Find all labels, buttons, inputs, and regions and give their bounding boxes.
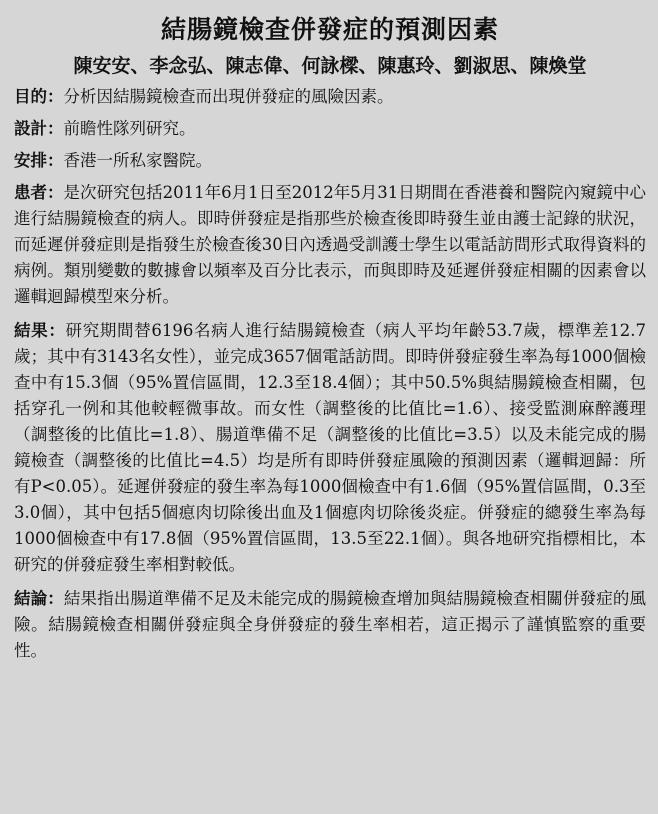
abstract-title: 結腸鏡檢查併發症的預測因素 — [160, 15, 499, 44]
section-design — [14, 116, 646, 142]
section-results — [14, 318, 646, 578]
section-text: 結果指出腸道準備不足及未能完成的腸鏡檢查增加與結腸鏡檢查相關併發症的風險。結腸鏡檢查相關併發症與全身併發症的發生率相若，這正揭示了謹慎監察的重要性。 — [14, 589, 647, 660]
section-label: 設計： — [14, 119, 64, 138]
section-objective — [14, 84, 646, 110]
section-label: 安排： — [14, 151, 64, 170]
author-list: 陳安安、李念弘、陳志偉、何詠樑、陳惠玲、劉淑思、陳煥堂 — [73, 55, 587, 77]
section-text: 分析因結腸鏡檢查而出現併發症的風險因素。 — [63, 87, 394, 106]
section-text: 香港一所私家醫院。 — [63, 151, 212, 170]
section-label: 目的： — [14, 87, 64, 106]
section-text: 前瞻性隊列研究。 — [63, 119, 196, 138]
section-conclusion — [14, 586, 646, 664]
section-patients — [14, 180, 646, 310]
section-label: 結果： — [14, 321, 66, 340]
section-text: 是次研究包括2011年6月1日至2012年5月31日期間在香港養和醫院內窺鏡中心進行結腸鏡檢查的病人。即時併發症是指那些於檢查後即時發生並由護士記錄的狀況，而延遲併發症則是指發生於檢查後30日內透過受訓護士學生以電話訪問形式取得資料的病例。類別變數的數據會以頻率及百分比表示，而與即時及延遲併發症相關的因素會以邏輯迴歸模型來分析。 — [14, 183, 646, 306]
section-text: 研究期間替6196名病人進行結腸鏡檢查（病人平均年齡53.7歲，標準差12.7歲；其中有3143名女性），並完成3657個電話訪問。即時併發症發生率為每1000個檢查中有15.3個（95%置信區間，12.3至18.4個）；其中50.5%與結腸鏡檢查相關，包括穿孔一例和其他較輕微事故。而女性（調整後的比值比=1.6）、接受監測麻醉護理（調整後的比值比=1.8）、腸道準備不足（調整後的比值比=3.5）以及未能完成的腸鏡檢查（調整後的比值比=4.5）均是所有即時併發症風險的預測因素（邏輯迴歸：所有P<0.05）。延遲併發症的發生率為每1000個檢查中有1.6個（95%置信區間，0.3至3.0個），其中包括5個瘜肉切除後出血及1個瘜肉切除後炎症。併發症的總發生率為每1000個檢查中有17.8個（95%置信區間，13.5至22.1個）。與各地研究指標相比，本研究的併發症發生率相對較低。 — [14, 321, 647, 574]
section-label: 患者： — [14, 183, 64, 202]
section-label: 結論： — [14, 589, 64, 608]
section-setting — [14, 148, 646, 174]
